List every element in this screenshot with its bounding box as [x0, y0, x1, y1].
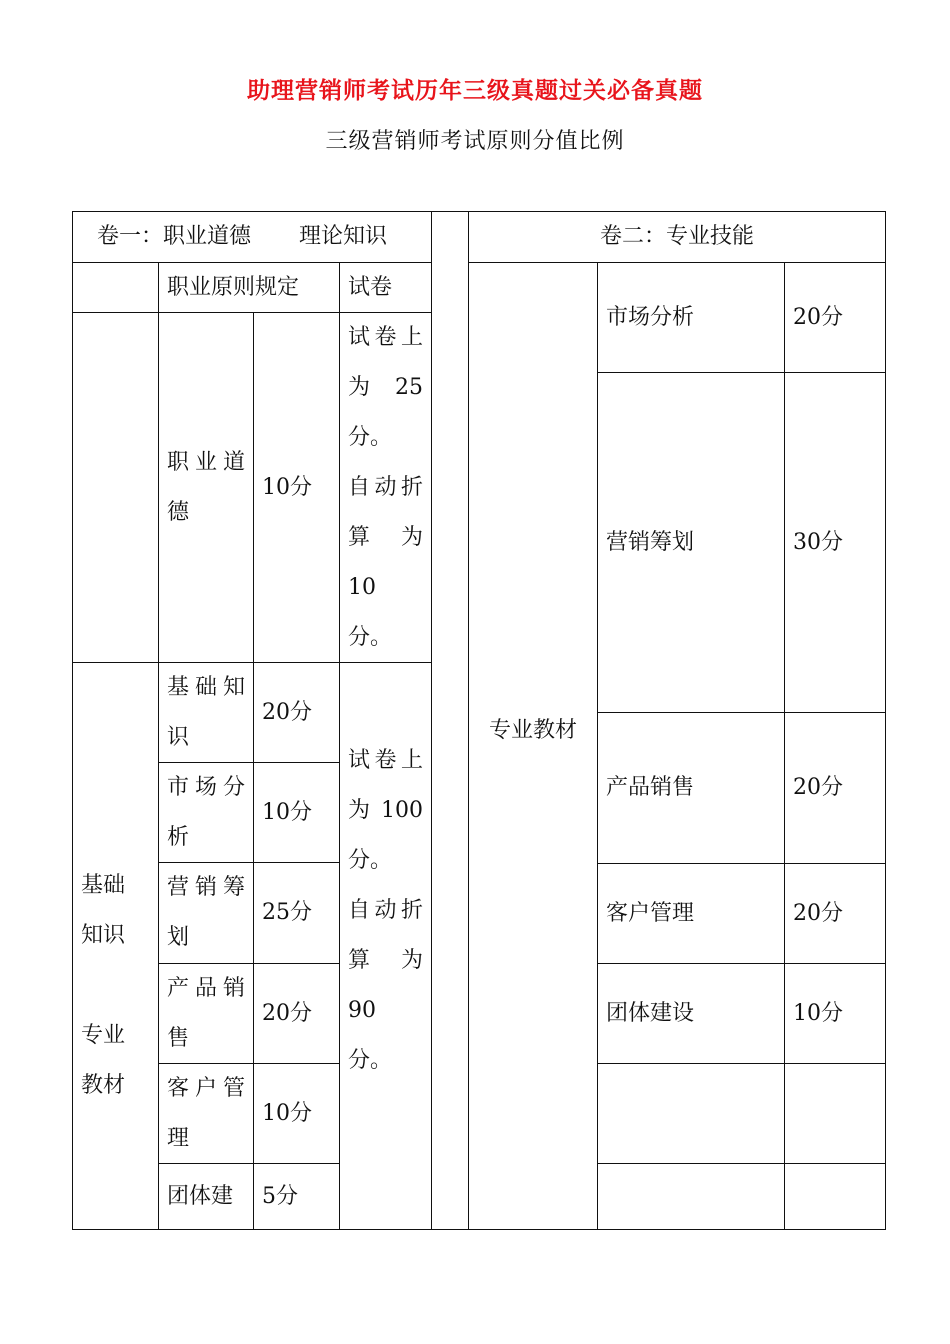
ethics-label-line2: 德: [167, 499, 190, 525]
skill-label: 营销筹划: [606, 529, 695, 555]
row-score: 5分: [262, 1183, 298, 1209]
skill-score: 10分: [793, 1000, 843, 1026]
column-header-rule: [158, 262, 340, 313]
knowledge-group-cell: [72, 662, 159, 1230]
ethics-score-cell: [253, 312, 340, 663]
ethics-note-line: 分。: [348, 624, 393, 650]
skill-row-label: [597, 863, 785, 964]
volume1-header-left: 卷一：职业道德: [97, 224, 252, 249]
row-label-line2: 析: [167, 824, 190, 850]
knowledge-note-line: 试卷上: [348, 748, 423, 773]
volume1-header-right: 理论知识: [299, 224, 388, 249]
ethics-score: 10分: [262, 474, 312, 500]
skill-row-score: [784, 863, 886, 964]
ethics-note-line: 为 25: [348, 374, 423, 400]
volume2-group-label: 专业教材: [488, 718, 577, 743]
row-label-line2: 划: [167, 925, 190, 950]
skill-row-score: [784, 963, 886, 1064]
volume2-header: [468, 211, 886, 263]
row-label-line1: 营销筹: [167, 875, 245, 900]
knowledge-row-label: [158, 762, 254, 863]
knowledge-note-cell: [339, 662, 432, 1230]
skill-row-label: [597, 1163, 785, 1230]
ethics-label-cell: [158, 312, 254, 663]
row-label-line1: 团体建: [167, 1183, 234, 1209]
row-label-line1: 基础知: [167, 674, 245, 700]
knowledge-note-line: 90: [348, 998, 376, 1023]
skill-row-score: [784, 712, 886, 864]
row-label-line2: 售: [167, 1025, 190, 1051]
group-label-line: 基础: [81, 873, 126, 898]
knowledge-note-line: 算 为: [348, 948, 423, 973]
column-header-paper: [339, 262, 432, 313]
skill-row-score: [784, 1063, 886, 1164]
skill-row-label: [597, 963, 785, 1064]
group-label-spacer: [81, 961, 150, 1011]
skill-score: 20分: [793, 775, 843, 800]
spacer-column: [431, 211, 469, 1230]
group-label-line: 专业: [81, 1023, 126, 1048]
row-score: 20分: [262, 699, 312, 725]
skill-row-label: [597, 262, 785, 373]
knowledge-row-score: [253, 862, 340, 964]
skill-label: 市场分析: [606, 304, 695, 330]
ethics-note-line: 自动折: [348, 474, 423, 500]
document-subtitle: 三级营销师考试原则分值比例: [325, 129, 625, 154]
group-label-line: 知识: [81, 923, 126, 948]
volume1-header: [72, 211, 432, 263]
ethics-group-cell: [72, 312, 159, 663]
row-label-line1: 市场分: [167, 774, 245, 800]
blank-corner-cell: [72, 262, 159, 313]
group-label-line: 教材: [81, 1073, 126, 1098]
ethics-note-line: 算 为: [348, 524, 423, 550]
skill-label: 客户管理: [606, 900, 695, 926]
skill-row-score: [784, 372, 886, 713]
skill-label: 团体建设: [606, 1000, 695, 1026]
ethics-label-line1: 职业道: [167, 449, 245, 475]
column-header-paper-text: 试卷: [348, 274, 393, 300]
knowledge-row-score: [253, 662, 340, 763]
volume2-group-cell: [468, 262, 598, 1230]
knowledge-row-label: [158, 963, 254, 1064]
knowledge-row-label: [158, 1063, 254, 1164]
knowledge-row-score: [253, 963, 340, 1064]
ethics-note-line: 分。: [348, 424, 393, 450]
document-title: 助理营销师考试历年三级真题过关必备真题: [247, 77, 703, 104]
skill-row-score: [784, 1163, 886, 1230]
row-label-line2: 理: [167, 1125, 190, 1151]
skill-row-label: [597, 372, 785, 713]
knowledge-row-label: [158, 862, 254, 964]
skill-row-label: [597, 712, 785, 864]
knowledge-row-score: [253, 1063, 340, 1164]
knowledge-row-label: [158, 662, 254, 763]
row-label-line1: 客户管: [167, 1075, 245, 1101]
knowledge-note-line: 分。: [348, 848, 393, 873]
ethics-note-line: 试卷上: [348, 324, 423, 350]
row-label-line2: 识: [167, 724, 190, 750]
knowledge-row-score: [253, 762, 340, 863]
skill-row-score: [784, 262, 886, 373]
skill-score: 30分: [793, 529, 843, 555]
row-score: 25分: [262, 900, 312, 925]
skill-label: 产品销售: [606, 775, 695, 800]
skill-score: 20分: [793, 900, 843, 926]
ethics-note-line: 10: [348, 574, 376, 600]
knowledge-note-line: 为 100: [348, 798, 423, 823]
row-score: 20分: [262, 1000, 312, 1026]
ethics-note-cell: [339, 312, 432, 663]
skill-row-label: [597, 1063, 785, 1164]
row-label-line1: 产品销: [167, 975, 245, 1001]
knowledge-note-line: 自动折: [348, 898, 423, 923]
knowledge-note-line: 分。: [348, 1048, 393, 1073]
row-score: 10分: [262, 1100, 312, 1126]
row-score: 10分: [262, 799, 312, 825]
volume2-header-text: 卷二：专业技能: [599, 224, 754, 249]
skill-score: 20分: [793, 304, 843, 330]
knowledge-row-score: [253, 1163, 340, 1230]
knowledge-row-label: [158, 1163, 254, 1230]
column-header-rule-text: 职业原则规定: [167, 274, 300, 300]
